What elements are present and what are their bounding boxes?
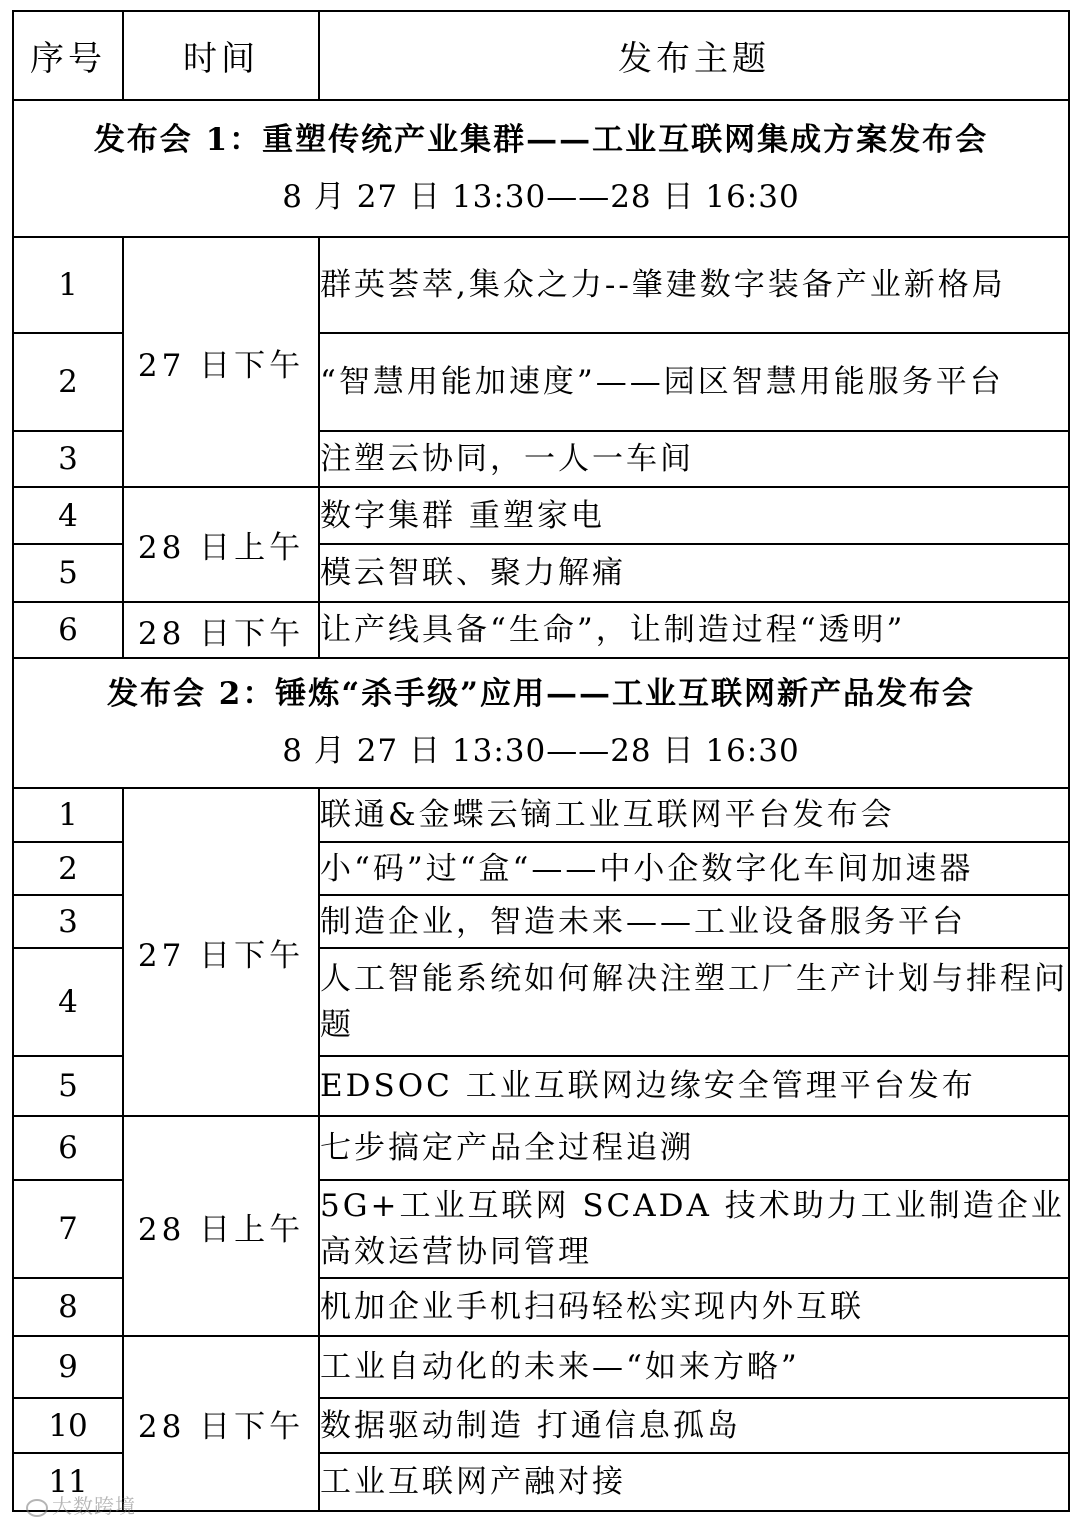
row-number: 2 bbox=[13, 842, 123, 895]
row-number: 11 bbox=[13, 1453, 123, 1511]
row-number: 5 bbox=[13, 544, 123, 602]
section-header-row bbox=[13, 658, 1069, 788]
row-topic: 群英荟萃,集众之力--肇建数字装备产业新格局 bbox=[319, 237, 1069, 333]
row-topic: 模云智联、聚力解痛 bbox=[319, 544, 1069, 602]
row-number: 2 bbox=[13, 333, 123, 431]
time-slot: 27 日下午 bbox=[123, 788, 319, 1116]
row-number: 10 bbox=[13, 1398, 123, 1453]
row-number: 6 bbox=[13, 1116, 123, 1180]
time-slot: 28 日上午 bbox=[123, 1116, 319, 1336]
section-title: 发布会 2：锤炼“杀手级”应用——工业互联网新产品发布会 bbox=[106, 676, 976, 712]
header-topic: 发布主题 bbox=[319, 11, 1069, 100]
row-number: 7 bbox=[13, 1180, 123, 1278]
time-slot: 28 日下午 bbox=[123, 1336, 319, 1511]
schedule-table bbox=[12, 10, 1070, 1512]
schedule-page bbox=[12, 10, 1068, 1523]
time-slot: 28 日下午 bbox=[123, 602, 319, 658]
header-time: 时间 bbox=[123, 11, 319, 100]
table-row bbox=[13, 1116, 1069, 1180]
header-seq: 序号 bbox=[13, 11, 123, 100]
row-topic: “智慧用能加速度”——园区智慧用能服务平台 bbox=[319, 333, 1069, 431]
row-number: 4 bbox=[13, 487, 123, 544]
row-topic: 人工智能系统如何解决注塑工厂生产计划与排程问题 bbox=[319, 948, 1069, 1056]
row-topic: 数字集群 重塑家电 bbox=[319, 487, 1069, 544]
row-topic: 工业自动化的未来—“如来方略” bbox=[319, 1336, 1069, 1398]
row-number: 4 bbox=[13, 948, 123, 1056]
row-number: 1 bbox=[13, 788, 123, 842]
watermark-text: 大数跨境 bbox=[52, 1494, 136, 1518]
time-slot: 27 日下午 bbox=[123, 237, 319, 487]
section-title: 发布会 1：重塑传统产业集群——工业互联网集成方案发布会 bbox=[93, 121, 989, 158]
row-topic: 联通&金蝶云镝工业互联网平台发布会 bbox=[319, 788, 1069, 842]
section-header-row bbox=[13, 100, 1069, 237]
row-topic: EDSOC 工业互联网边缘安全管理平台发布 bbox=[319, 1056, 1069, 1116]
row-topic: 机加企业手机扫码轻松实现内外互联 bbox=[319, 1278, 1069, 1336]
section-header bbox=[13, 100, 1069, 237]
row-topic: 注塑云协同，一人一车间 bbox=[319, 431, 1069, 487]
table-row bbox=[13, 602, 1069, 658]
row-number: 8 bbox=[13, 1278, 123, 1336]
section-date: 8 月 27 日 13:30——28 日 16:30 bbox=[282, 733, 800, 769]
row-number: 9 bbox=[13, 1336, 123, 1398]
table-row bbox=[13, 487, 1069, 544]
row-topic: 工业互联网产融对接 bbox=[319, 1453, 1069, 1511]
table-row bbox=[13, 788, 1069, 842]
row-topic: 5G+工业互联网 SCADA 技术助力工业制造企业高效运营协同管理 bbox=[319, 1180, 1069, 1278]
row-number: 1 bbox=[13, 237, 123, 333]
row-topic: 制造企业，智造未来——工业设备服务平台 bbox=[319, 895, 1069, 948]
table-row bbox=[13, 1336, 1069, 1398]
weibo-logo-icon bbox=[26, 1499, 48, 1517]
row-number: 6 bbox=[13, 602, 123, 658]
section-header bbox=[13, 658, 1069, 788]
watermark bbox=[26, 1490, 136, 1519]
row-topic: 七步搞定产品全过程追溯 bbox=[319, 1116, 1069, 1180]
table-row bbox=[13, 237, 1069, 333]
row-number: 5 bbox=[13, 1056, 123, 1116]
time-slot: 28 日上午 bbox=[123, 487, 319, 602]
header-row bbox=[13, 11, 1069, 100]
row-topic: 数据驱动制造 打通信息孤岛 bbox=[319, 1398, 1069, 1453]
row-number: 3 bbox=[13, 431, 123, 487]
section-date: 8 月 27 日 13:30——28 日 16:30 bbox=[282, 178, 800, 215]
row-topic: 小“码”过“盒“——中小企数字化车间加速器 bbox=[319, 842, 1069, 895]
row-topic: 让产线具备“生命”，让制造过程“透明” bbox=[319, 602, 1069, 658]
row-number: 3 bbox=[13, 895, 123, 948]
